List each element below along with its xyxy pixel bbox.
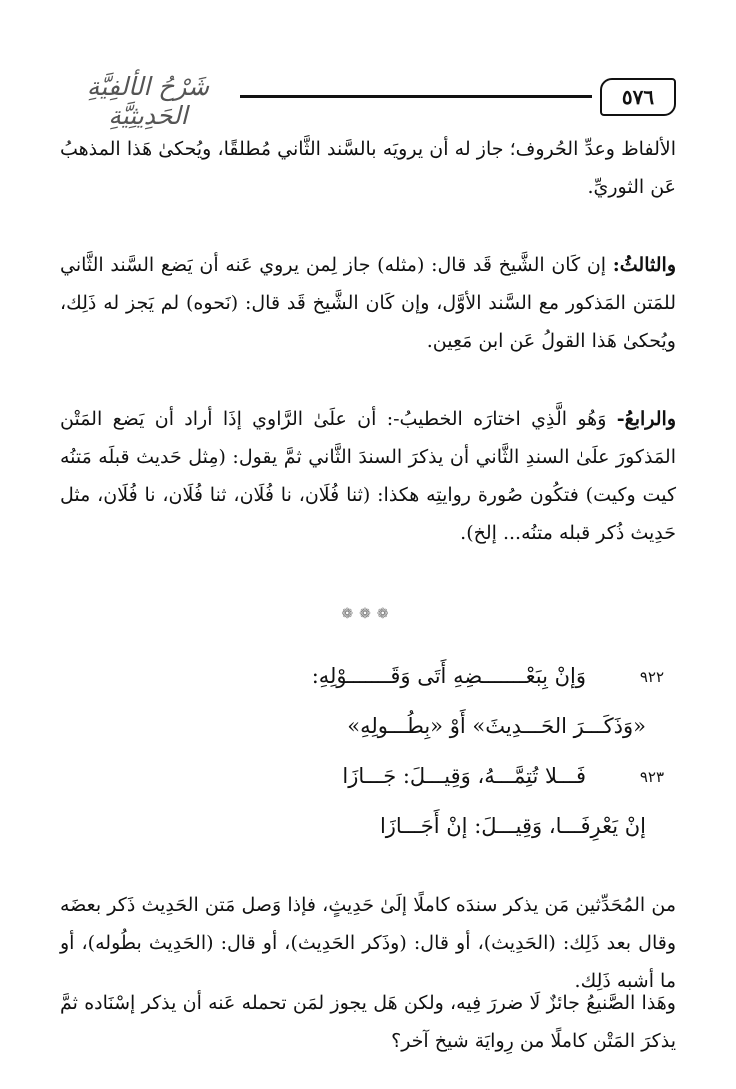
book-title: شَرْحُ الألفِيَّةِ الحَدِيثِيَّةِ — [86, 72, 210, 130]
paragraph-3 — [60, 400, 676, 552]
verse-hemistich: «وَذَكَـــرَ الحَـــدِيثَ» أَوْ «بِطُـــولِهِ» — [347, 714, 646, 738]
verse-hemistich: إنْ يَعْرِفَـــا، وَقِيـــلَ: إنْ أَجَـــازَا — [379, 814, 646, 838]
verse-922-second-line — [60, 714, 676, 756]
verse-923-first-line — [60, 764, 676, 806]
paragraph-1-text: الألفاظ وعدِّ الحُروف؛ جاز له أن يرويَه بالسَّند الثَّاني مُطلقًا، ويُحكىٰ هَذا المذهبُ عَن الثوريِّ. — [60, 138, 676, 198]
verse-hemistich: وَإنْ بِبَعْـــــــضِهِ أَتَى وَقَـــــــوْلِهِ: — [311, 664, 586, 688]
paragraph-1 — [60, 130, 676, 206]
paragraph-2-text: إن كَان الشَّيخ قَد قال: (مثله) جاز لِمن يروي عَنه أن يَضع السَّند الثَّاني للمَتن المَذكور مع السَّند الأوَّل، وإن كَان الشَّيخ قَد قال: (نَحوه) لم يَجز له ذَلِك، ويُحكىٰ هَذا القولُ عَن ابن مَعِين. — [60, 254, 676, 352]
paragraph-5-text: وهَذا الصَّنيعُ جائزٌ لَا ضررَ فِيه، ولكن هَل يجوز لمَن تحمله عَنه أن يذكر إسْنَاده ثمَّ يذكرَ المَتْن كاملًا من رِوايَة شيخ آخر؟ — [60, 992, 676, 1052]
paragraph-3-lead: والرابعُ- — [616, 408, 676, 430]
paragraph-4 — [60, 886, 676, 1000]
paragraph-3-text: وَهُو الَّذِي اختارَه الخطيبُ-: أن علَىٰ الرَّاوي إذَا أراد أن يَضع المَتْن المَذكورَ علَىٰ السندِ الثَّاني أن يذكرَ السندَ الثَّاني ثمَّ يقول: (مِثل حَديث قبلَه مَتنُه كيت وكيت) فتكُون صُورة روايتِه هكذا: (ثنا فُلَان، نا فُلَان، ثنا فُلَان، نا فُلَان، مثل حَدِيث ذُكر قبله متنُه... إلخ). — [60, 408, 676, 544]
paragraph-4-text: من المُحَدِّثين مَن يذكر سندَه كاملًا إلَىٰ حَدِيثٍ، فإذا وَصل مَتن الحَدِيث ذَكر بعضَه وقال بعد ذَلِك: (الحَدِيث)، أو قال: (وذَكر الحَدِيث)، أو قال: (الحَدِيث بطُوله)، أو ما أشبه ذَلِك. — [60, 894, 676, 992]
header-rule — [240, 95, 592, 98]
book-page — [60, 60, 676, 1050]
verse-922-first-line — [60, 664, 676, 706]
page-header — [60, 60, 676, 130]
page-number: ٥٧٦ — [600, 78, 676, 116]
section-separator: ❁❁❁ — [341, 606, 395, 622]
verse-number: ٩٢٣ — [639, 768, 664, 786]
verse-hemistich: فَـــلا تُتِمَّـــهُ، وَقِيـــلَ: جَـــازَا — [342, 764, 586, 788]
paragraph-5 — [60, 984, 676, 1060]
verse-923-second-line — [60, 814, 676, 856]
paragraph-2 — [60, 246, 676, 360]
verse-number: ٩٢٢ — [639, 668, 664, 686]
paragraph-2-lead: والثالثُ: — [612, 254, 676, 276]
